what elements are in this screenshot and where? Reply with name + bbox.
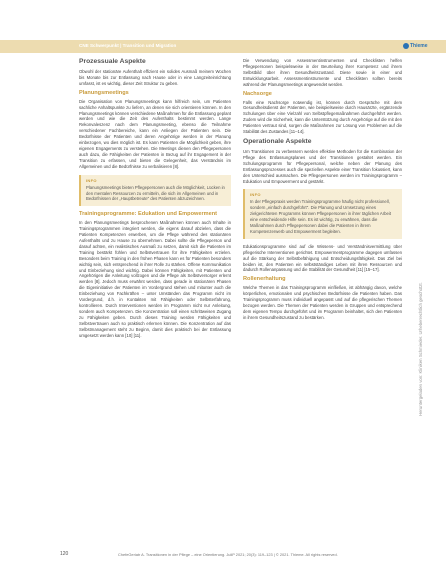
footer-citation: ChefeGeriatr A. Transitionen in der Pflege – eine Orientierung. JuliP 2021; 20(3): 119–123 | © 2021. Thieme. All rights reserved.: [118, 552, 338, 557]
header-bar: [0, 40, 446, 53]
right-column: [243, 58, 402, 324]
thieme-logo-icon: [403, 43, 409, 49]
paragraph-edukation-empowerment: Edukationsprogramme sind auf die Wissens- und Verständnisvermittlung über pflegerische Interventionen gerichtet. Empowermentprogramme dagegen umfassen auf die Stärkung der Selbstbefähigung und Entscheidungsfähigkeit. Das Ziel bei beiden ist, den Patienten ein selbstständiges Leben mit ihren Ressourcen und dadurch Rollenanpassung und die Stabilität der Gesundheit [11] [15–17].: [243, 243, 402, 273]
download-side-note: Heruntergeladen von: Kliniken Schmieder. Urheberrechtlich geschützt.: [418, 282, 423, 416]
paragraph-planungsmeetings: Die Organisation von Planungsmeetings kann hilfreich sein, um Patienten sachliche Anhaltspunkte zu liefern, an denen sie sich orientieren können. In den Planungsmeetings können verschiedene Maßnahmen für die Entlassung geplant werden und wie die Zeit des Aufenthalts bestimmt werden. Lange Rekonvaleszenz nach dem Planungsmeeting, ebenso die Teilnahme verschiedener Fachbereiche, kann ein Anliegen der Patienten sein. Die Bedürfnisse der Patienten und deren Angehörige werden in der Planung einbezogen, wo dies möglich ist. Es kann Patienten die Möglichkeit geben, ihre eigenen Engagements zu verstehen. Die Meetings dienen den Pflegepersonen auch dazu, die Fähigkeiten der Patienten in Bezug auf ihr Engagement in der Transition zu erfassen, und bieten die Gelegenheit, das Verständnis im Allgemeinen und die Bedürfnisse zu verbalisieren [8].: [79, 98, 231, 169]
subsection-title-nachsorge: Nachsorge: [243, 90, 272, 97]
info-box-tag: INFO: [86, 177, 97, 183]
paragraph-nachsorge: Falls eine Nachsorge notwendig ist, können durch Gespräche mit dem Gesundheitsdienst der Patienten, wie beispielsweise durch Hausärzte, ergänzende Schulungen über eine Vielzahl von Selbstpflegemaßnahmen durchgeführt werden. Zudem wird die Sicherheit, kann die Unterstützung durch Angehörige auf die mit den Patienten vertraut sind, sorgen die Maßnahmen zur Lösung von Problemen auf die Stabilität des Zustandes [11–14].: [243, 99, 402, 135]
paragraph-prozessuale-aspekte: Obwohl der stationäre Aufenthalt effizient ein solides Ausmaß meinem Wochen bis Monate bis zur Entlassung nach Hause oder in eine Langzeiteinrichtung umfasst, ist es wichtig, dieser Zeit Struktur zu geben.: [79, 69, 231, 86]
left-column: [79, 58, 231, 341]
paragraph-trainingsprogramme: In den Planungsmeetings besprochenen Maßnahmen können auch Inhalte in Trainingsprogrammen integriert werden, die eigens darauf abzielen, dass die Patienten Kompetenzen erwerben, um die Pflege während des stationären Aufenthalts und zu Hause zu übernehmen. Dabei sollte die Pflegeperson und darauf achten, ein realistisches Ausmaß zu setzen, damit sich die Patienten im Training bestärkt fühlen und Selbstvertrauen für ihre Fähigkeiten erzielen. Besonders beim Training in den frühen Phasen kann es für Patienten besonders wichtig sein, sich entsprechend in ihrer Rolle zu stärken. Offene Kommunikation und Einbeziehung sind wichtig. Dabei können Fähigkeiten, mit Patienten und Angehörigen die Anleitung vollzogen und die Pflege als Selbstversorger erlernt werden [8]. Jedoch muss erwähnt werden, dass gerade in stationären Phasen die Eigeninitiative der Patienten im Vordergrund stehen und mitunter auch die Einbeziehung von Fachkräften – unter Umständen das Programm nicht im Vordergrund, d.h. in Kontakten mit Fähigkeiten oder Selbsterfahrung, kontrollieren. Durch Interventionen werden im Programm nicht nur Anleitung, sondern auch Kompetenzen. Die Konzentration soll einen schrittweisen Zugang zu Fähigkeiten geben. Durch dieses Training werden Fähigkeiten und Selbstvertrauen auch so praktisch erlernen können. Die Konzentration auf das Selbstmanagement steht zu Beginn, damit dies praktisch bei der Entlassung umgesetzt werden kann [10] [11].: [79, 220, 231, 338]
info-box-planungsmeetings: [79, 175, 231, 207]
subsection-title-planungsmeetings: Planungsmeetings: [79, 89, 129, 96]
info-box-tag: INFO: [250, 192, 261, 198]
page-number: 120: [60, 551, 69, 557]
section-title-prozessuale-aspekte: Prozessuale Aspekte: [79, 58, 146, 65]
info-box-text: Planungsmeetings bieten Pflegepersonen auch die Möglichkeit, Lücken in den mentalen Ressourcen zu ermitteln, die sich im Allgemeinen und in Bedürfnissen der „Hauptbetreute" des Patienten abzuzeichnen.: [86, 184, 225, 202]
paragraph-rollenerhaltung: Welche Themen in das Trainingsprogramm einfließen, ist abhängig davon, welche körperlichen, emotionalen und psychischen Bedürfnisse die Patienten haben. Das Trainingsprogramm muss individuell angepasst und auf die pflegerischen Themen bezogen werden. Die Themen der Patienten werden in Gruppen und entsprechend dem eigenen Tempo durchgeführt und im Programm beinhaltet, sich den Patienten in ihrem Gesundheitszustand zu bestärken.: [243, 285, 402, 320]
section-title-operationale-aspekte: Operationale Aspekte: [243, 137, 312, 145]
subsection-title-rollenerhaltung: Rollenerhaltung: [243, 276, 286, 283]
subsection-title-trainingsprogramme: Trainingsprogramme: Edukation und Empowerment: [79, 211, 217, 218]
publisher-logo-text: Thieme: [410, 43, 428, 49]
header-section-label: CNE Schwerpunkt | Transition und Migration: [79, 43, 177, 48]
info-box-trainingsprogramme: [243, 189, 402, 238]
page-footer: [60, 551, 420, 561]
info-box-text: In der Pflegepraxis werden Trainingsprogramme häufig nicht professionell, sondern „einfach durchgeführt". Die Planung und Umsetzung eines zielgerichteten Programms können Pflegepersonen in ihrer täglichen Arbeit eine entscheidende Hilfe sein. Es ist wichtig, zu erwähnen, dass die Maßnahmen durch Pflegepersonen dabei die Patienten in ihrem Kompetenzerwerb und Empowerment begleiten.: [250, 199, 392, 234]
paragraph-operationale-aspekte: Um Transitionen zu verbessern werden effektive Methoden für die Kombination der Pflege des Entlassungsplanes und der Transitionen gestaltet werden. Ein Schulungsprogramm für Pflegepersonal, welche neben der Planung des Entlassungsprozesses auch die speziellen Aspekte einer Transition fokussiert, kann den Unterschied ausmachen. Die Pflegepersonen werden im Trainingsprogramm – Edukation und Empowerment und gestärkt.: [243, 148, 402, 184]
paragraph-assessment: Die Verwendung von Assessmentinstrumenten und Checklisten helfen Pflegepersonen beispielsweise in der Beurteilung ihrer Kompetenz und ihrem Selbstbild über ihren Gesundheitszustand. Diese sowie in einer und Entwicklungsarbeit. Assessmentinstrumente und Checklisten sollten bereits während der Planungsmeetings angewendet werden.: [243, 58, 402, 87]
publisher-logo: [403, 42, 429, 50]
